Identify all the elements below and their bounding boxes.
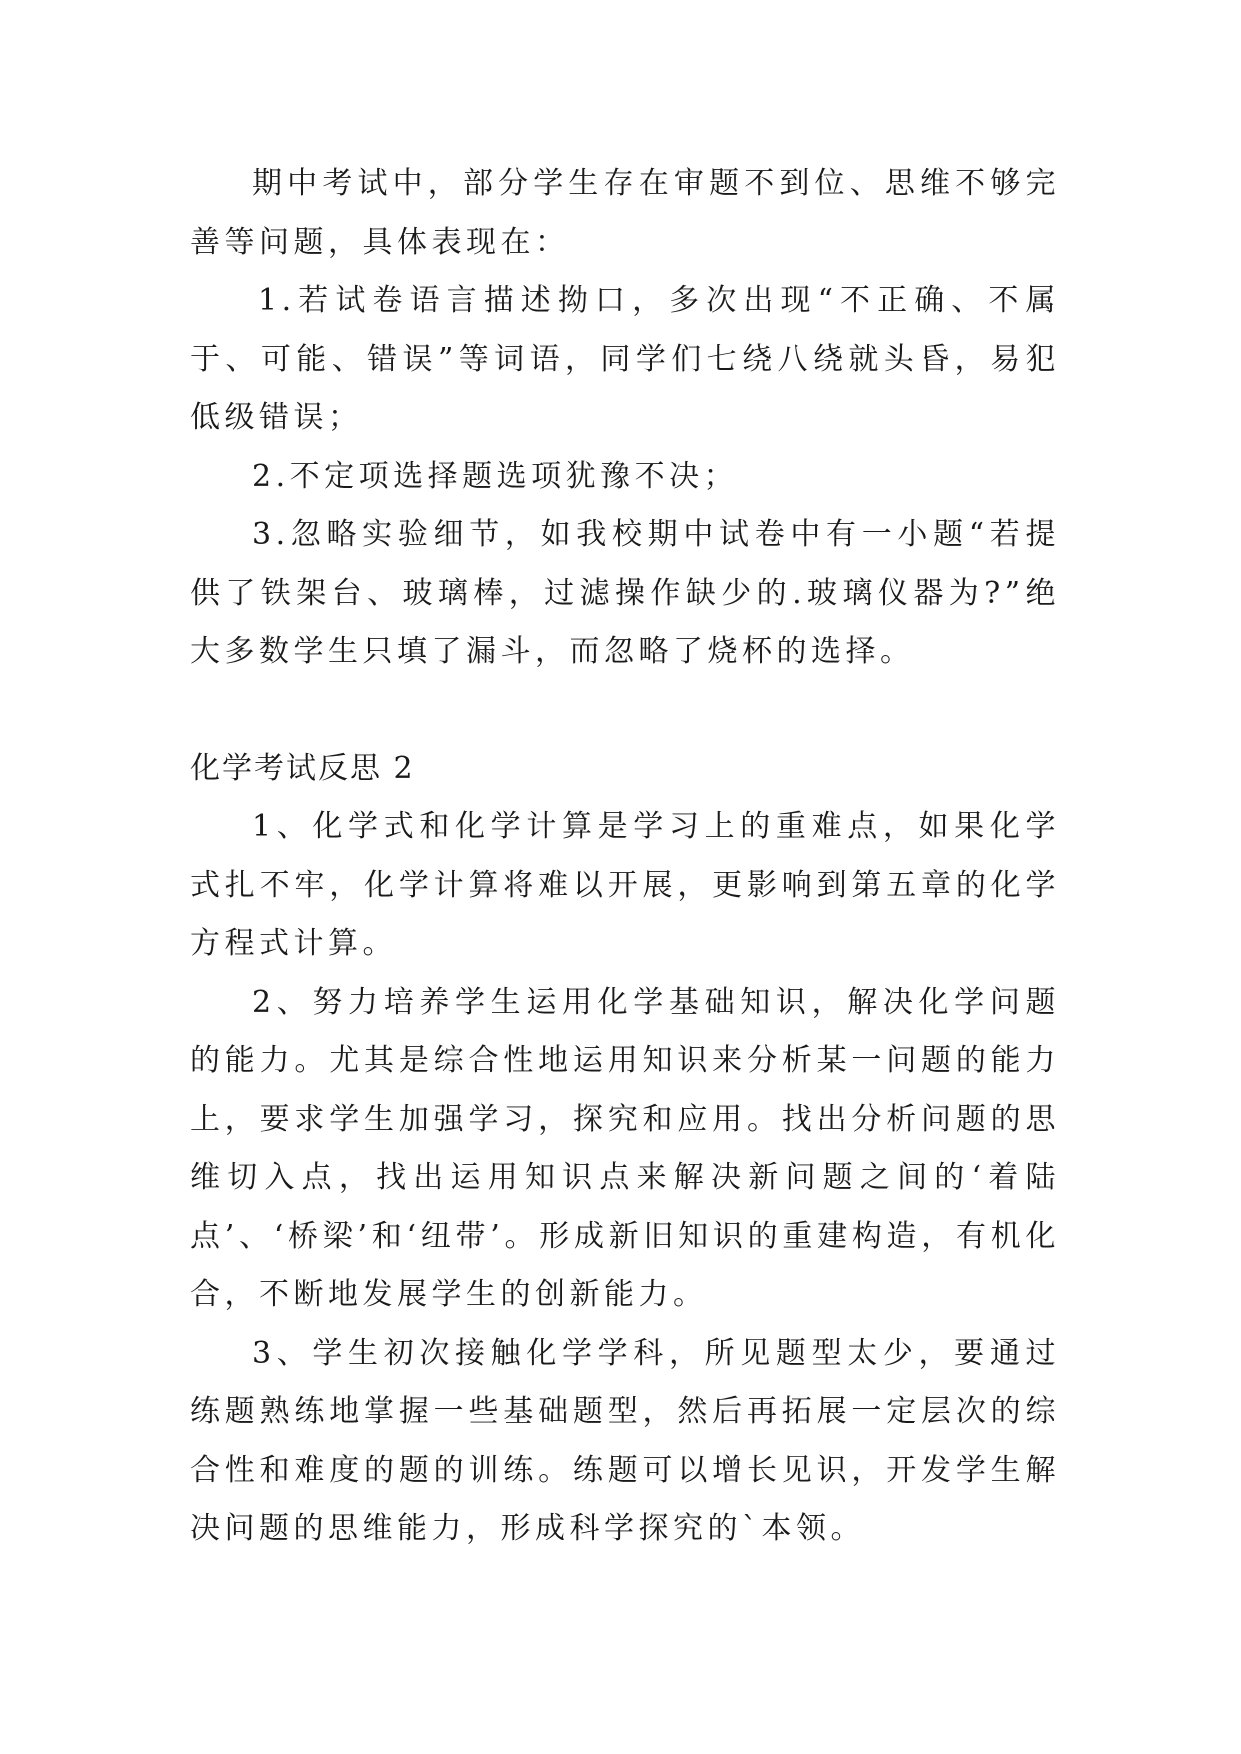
intro-paragraph: 期中考试中，部分学生存在审题不到位、思维不够完善等问题，具体表现在：: [190, 166, 1060, 260]
list-item: 2、努力培养学生运用化学基础知识，解决化学问题的能力。尤其是综合性地运用知识来分析某一问题的能力上，要求学生加强学习，探究和应用。找出分析问题的思维切入点，找出运用知识点来解决新问题之间的‘着陆点’、‘桥梁’和‘纽带’。形成新旧知识的重建构造，有机化合，不断地发展学生的创新能力。: [190, 984, 1060, 1312]
list-item: 3.忽略实验细节，如我校期中试卷中有一小题“若提供了铁架台、玻璃棒，过滤操作缺少的.玻璃仪器为?”绝大多数学生只填了漏斗，而忽略了烧杯的选择。: [190, 517, 1060, 669]
section-heading: 化学考试反思 2: [190, 750, 415, 786]
list-item: 1、化学式和化学计算是学习上的重难点，如果化学式扎不牢，化学计算将难以开展，更影响到第五章的化学方程式计算。: [190, 809, 1060, 961]
list-item: 3、学生初次接触化学学科，所见题型太少，要通过练题熟练地掌握一些基础题型，然后再拓展一定层次的综合性和难度的题的训练。练题可以增长见识，开发学生解决问题的思维能力，形成科学探究的`本领。: [190, 1335, 1060, 1546]
list-item: 1.若试卷语言描述拗口，多次出现“不正确、不属于、可能、错误”等词语，同学们七绕八绕就头昏，易犯低级错误；: [190, 283, 1060, 435]
list-item: 2.不定项选择题选项犹豫不决；: [252, 458, 739, 494]
document-page: [190, 155, 1060, 1559]
